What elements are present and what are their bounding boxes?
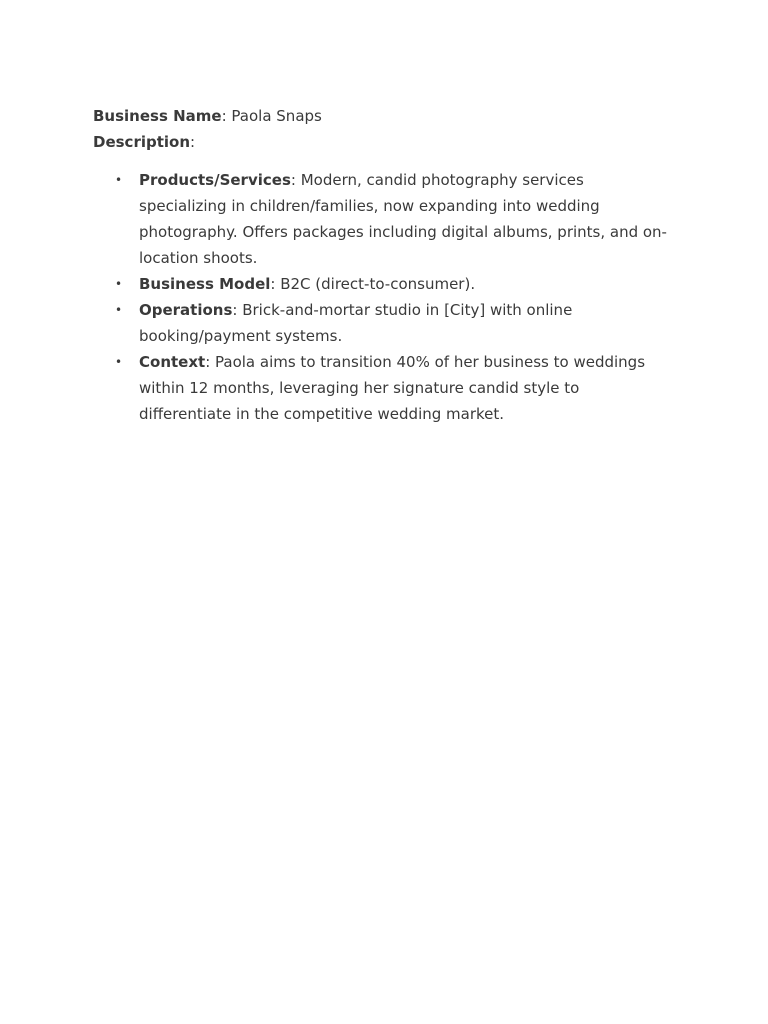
description-line bbox=[93, 129, 673, 155]
bullet-icon: • bbox=[115, 173, 123, 187]
operations-text: : Brick-and-mortar studio in [City] with online booking/payment systems. bbox=[139, 301, 573, 345]
business-name-label: Business Name bbox=[93, 107, 222, 125]
list-item-business-model bbox=[115, 271, 673, 297]
context-text: : Paola aims to transition 40% of her business to weddings within 12 months, leveraging her signature candid style to differentiate in the competitive wedding market. bbox=[139, 353, 646, 423]
products-services-text: : Modern, candid photography services specializing in children/families, now expanding into wedding photography. Offers packages including digital albums, prints, and on-location shoots. bbox=[139, 171, 667, 267]
bullet-icon: • bbox=[115, 355, 123, 369]
description-list bbox=[93, 167, 673, 427]
operations-label: Operations bbox=[139, 301, 233, 319]
business-model-label: Business Model bbox=[139, 275, 271, 293]
list-item-operations bbox=[115, 297, 673, 349]
business-name-value: Paola Snaps bbox=[231, 107, 322, 125]
bullet-icon: • bbox=[115, 277, 123, 291]
document-body bbox=[93, 103, 673, 427]
description-label: Description bbox=[93, 133, 191, 151]
business-model-text: : B2C (direct-to-consumer). bbox=[270, 275, 476, 293]
list-item-context bbox=[115, 349, 673, 427]
bullet-icon: • bbox=[115, 303, 123, 317]
description-separator: : bbox=[190, 133, 196, 151]
products-services-label: Products/Services bbox=[139, 171, 291, 189]
context-label: Context bbox=[139, 353, 206, 371]
business-name-separator: : bbox=[221, 107, 232, 125]
business-name-line bbox=[93, 103, 673, 129]
list-item-products-services bbox=[115, 167, 673, 271]
